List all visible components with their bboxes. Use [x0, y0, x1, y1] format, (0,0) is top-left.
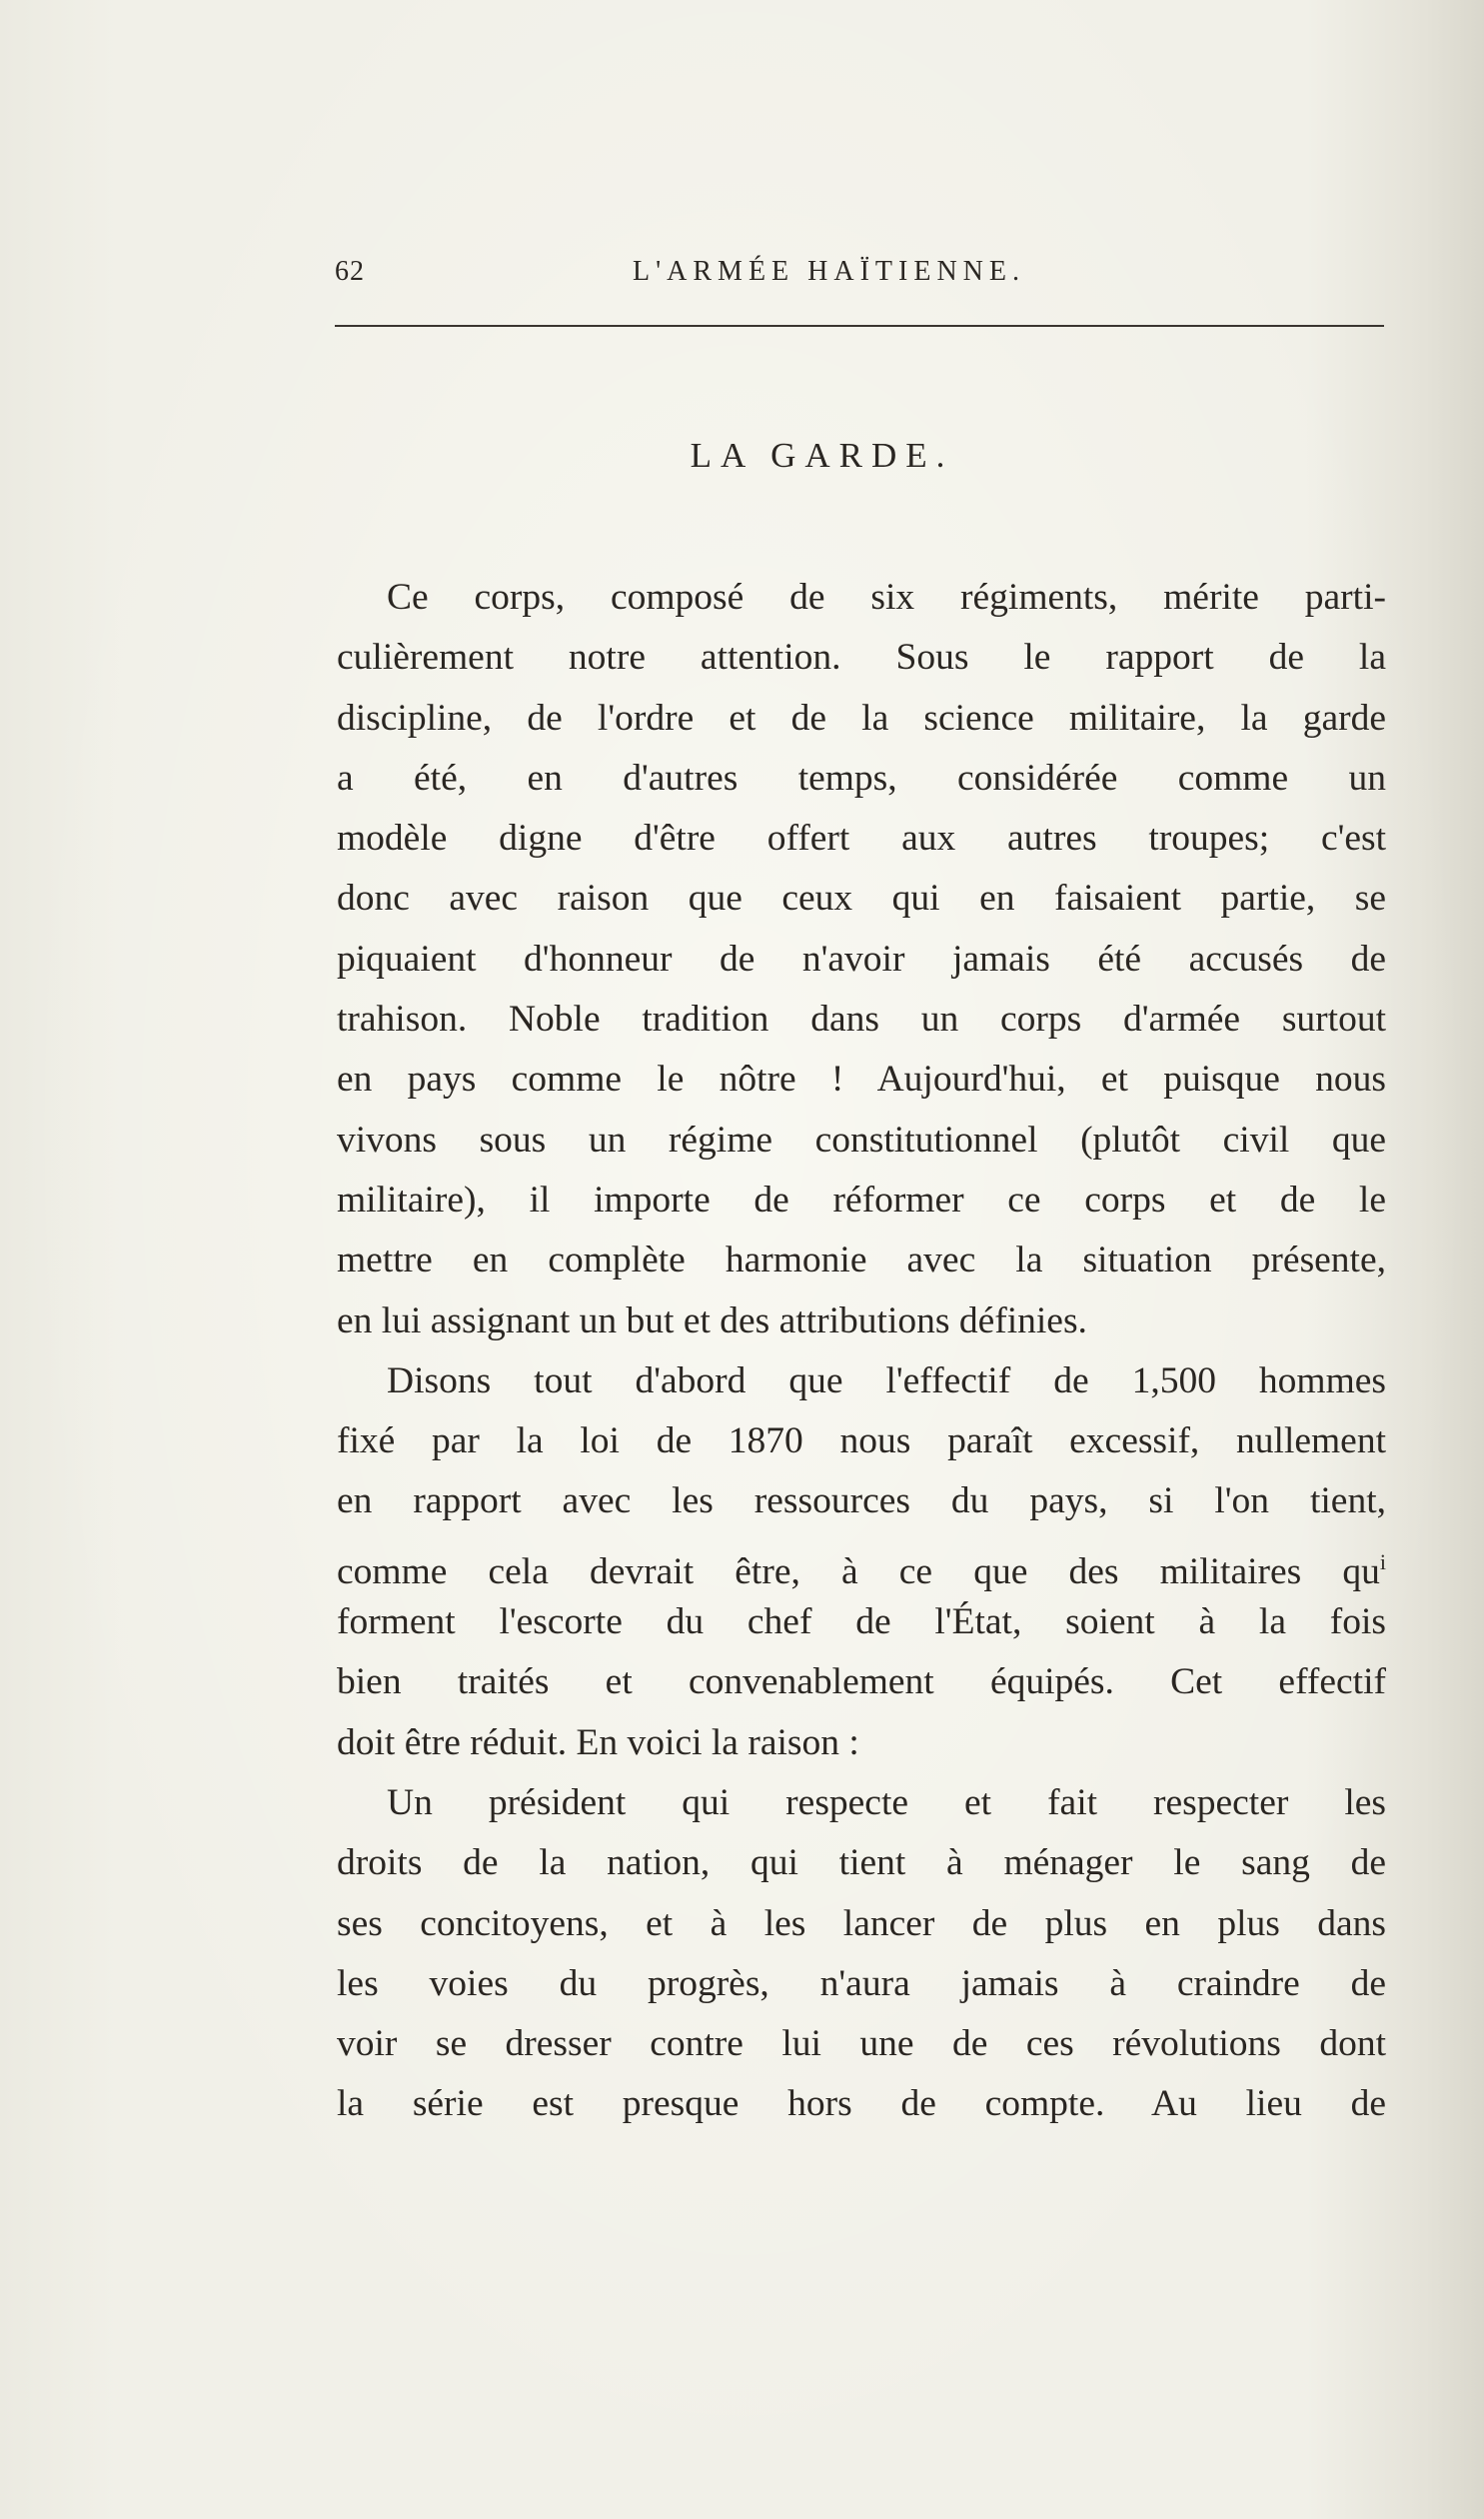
text-line: discipline, de l'ordre et de la science militaire, la garde [337, 697, 1386, 739]
running-title: L'ARMÉE HAÏTIENNE. [633, 256, 1025, 287]
text-line: culièrement notre attention. Sous le rapport de la [337, 637, 1386, 679]
page-number: 62 [335, 256, 365, 287]
text-line: trahison. Noble tradition dans un corps d'armée surtout [337, 999, 1386, 1041]
text-line: la série est presque hors de compte. Au lieu de [337, 2083, 1386, 2125]
text-line: Ce corps, composé de six régiments, mérite parti- [387, 577, 1386, 618]
text-line: mettre en complète harmonie avec la situation présente, [337, 1240, 1386, 1281]
text-line: Un président qui respecte et fait respecter les [387, 1781, 1386, 1823]
text-line: Disons tout d'abord que l'effectif de 1,500 hommes [387, 1359, 1386, 1401]
text-line: en rapport avec les ressources du pays, si l'on tient, [337, 1480, 1386, 1522]
body-text [337, 568, 1386, 2135]
text-line-main: comme cela devrait être, à ce que des militaires qu [337, 1550, 1380, 1592]
text-line: ses concitoyens, et à les lancer de plus en plus dans [337, 1902, 1386, 1944]
text-line: a été, en d'autres temps, considérée comme un [337, 757, 1386, 799]
text-line: modèle digne d'être offert aux autres troupes; c'est [337, 818, 1386, 860]
text-line: fixé par la loi de 1870 nous paraît excessif, nullement [337, 1420, 1386, 1462]
text-line-with-superscript [337, 1532, 1386, 1592]
text-line: droits de la nation, qui tient à ménager le sang de [337, 1842, 1386, 1884]
text-line: bien traités et convenablement équipés. Cet effectif [337, 1661, 1386, 1703]
text-line: en pays comme le nôtre ! Aujourd'hui, et puisque nous [337, 1059, 1386, 1101]
text-line: vivons sous un régime constitutionnel (plutôt civil que [337, 1119, 1386, 1161]
text-line: militaire), il importe de réformer ce corps et de le [337, 1179, 1386, 1221]
text-line: doit être réduit. En voici la raison : [337, 1721, 859, 1763]
text-line: forment l'escorte du chef de l'État, soient à la fois [337, 1601, 1386, 1643]
superscript-mark: i [1379, 1548, 1386, 1574]
text-line: en lui assignant un but et des attributions définies. [337, 1299, 1087, 1341]
text-line: donc avec raison que ceux qui en faisaient partie, se [337, 878, 1386, 920]
text-line: piquaient d'honneur de n'avoir jamais été accusés de [337, 938, 1386, 980]
text-line: les voies du progrès, n'aura jamais à craindre de [337, 1962, 1386, 2004]
header-rule [335, 325, 1384, 327]
section-title: LA GARDE. [690, 436, 954, 475]
text-line: voir se dresser contre lui une de ces révolutions dont [337, 2023, 1386, 2065]
running-head [335, 250, 1384, 300]
